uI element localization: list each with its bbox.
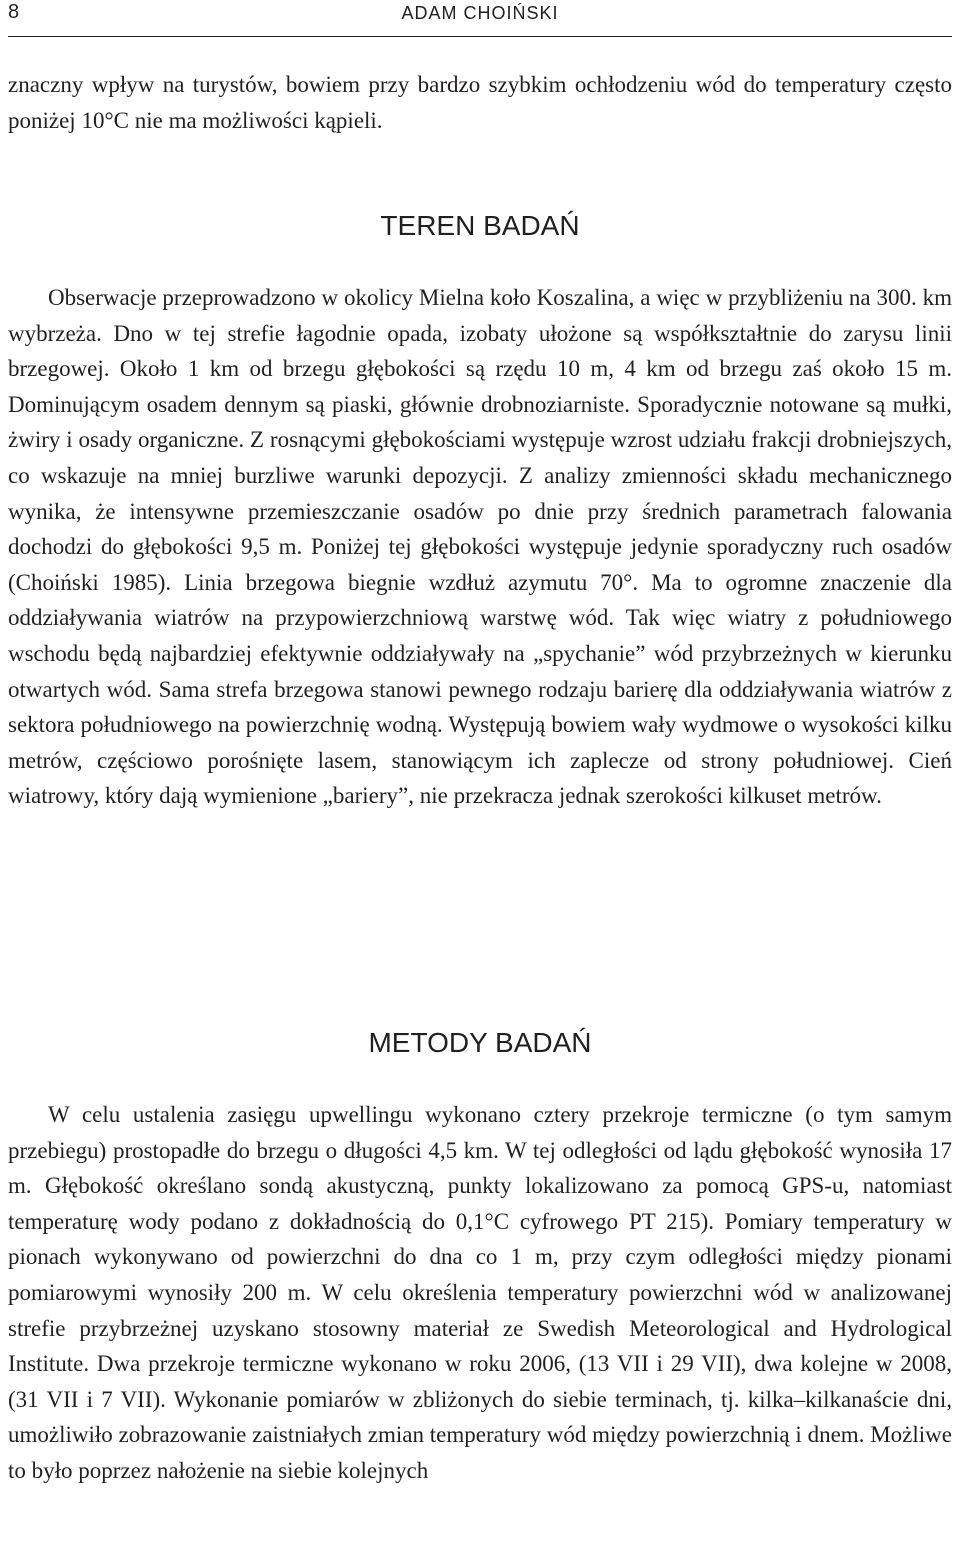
page-number: 8: [8, 1, 20, 23]
paragraph-teren-badan: Obserwacje przeprowadzono w okolicy Mielna koło Koszalina, a więc w przybliżeniu na 300. km wybrzeża. Dno w tej strefie łagodnie opada, izobaty ułożone są współkształtnie do zarysu linii brzegowej. Około 1 km od brzegu głębokości są rzędu 10 m, 4 km od brzegu zaś około 15 m. Dominującym osadem dennym są piaski, głównie drobnoziarniste. Sporadycznie notowane są mułki, żwiry i osady organiczne. Z rosnącymi głębokościami występuje wzrost udziału frakcji drobniejszych, co wskazuje na mniej burzliwe warunki depozycji. Z analizy zmienności składu mechanicznego wynika, że intensywne przemieszczanie osadów po dnie przy średnich parametrach falowania dochodzi do głębokości 9,5 m. Poniżej tej głębokości występuje jedynie sporadyczny ruch osadów (Choiński 1985). Linia brzegowa biegnie wzdłuż azymutu 70°. Ma to ogromne znaczenie dla oddziaływania wiatrów na przypowierzchniową warstwę wód. Tak więc wiatry z południowego wschodu będą najbardziej efektywnie oddziaływały na „spychanie” wód przybrzeżnych w kierunku otwartych wód. Sama strefa brzegowa stanowi pewnego rodzaju barierę dla oddziaływania wiatrów z sektora południowego na powierzchnię wodną. Występują bowiem wały wydmowe o wysokości kilku metrów, częściowo porośnięte lasem, stanowiącym ich zaplecze od strony południowej. Cień wiatrowy, który dają wymienione „bariery”, nie przekracza jednak szerokości kilkuset metrów.: [8, 285, 952, 809]
page-header: [8, 0, 952, 37]
paragraph-continuation: znaczny wpływ na turystów, bowiem przy bardzo szybkim ochłodzeniu wód do temperatury często poniżej 10°C nie ma możliwości kąpieli.: [8, 72, 952, 133]
paragraph-metody-badan: W celu ustalenia zasięgu upwellingu wykonano cztery przekroje termiczne (o tym samym przebiegu) prostopadłe do brzegu o długości 4,5 km. W tej odległości od lądu głębokość wynosiła 17 m. Głębokość określano sondą akustyczną, punkty lokalizowano za pomocą GPS-u, natomiast temperaturę wody podano z dokładnością do 0,1°C cyfrowego PT 215). Pomiary temperatury w pionach wykonywano od powierzchni do dna co 1 m, przy czym odległości między pionami pomiarowymi wynosiły 200 m. W celu określenia temperatury powierzchni wód w analizowanej strefie przybrzeżnej uzyskano stosowny materiał ze Swedish Meteorological and Hydrological Institute. Dwa przekroje termiczne wykonano w roku 2006, (13 VII i 29 VII), dwa kolejne w 2008, (31 VII i 7 VII). Wykonanie pomiarów w zbliżonych do siebie terminach, tj. kilka–kilkanaście dni, umożliwiło zobrazowanie zaistniałych zmian temperatury wód między powierzchnią i dnem. Możliwe to było poprzez nałożenie na siebie kolejnych: [8, 1102, 952, 1483]
running-head-author: ADAM CHOIŃSKI: [401, 3, 559, 23]
section-heading-teren-badan: TEREN BADAŃ: [380, 210, 580, 241]
section-heading-metody-badan: METODY BADAŃ: [368, 1027, 592, 1058]
